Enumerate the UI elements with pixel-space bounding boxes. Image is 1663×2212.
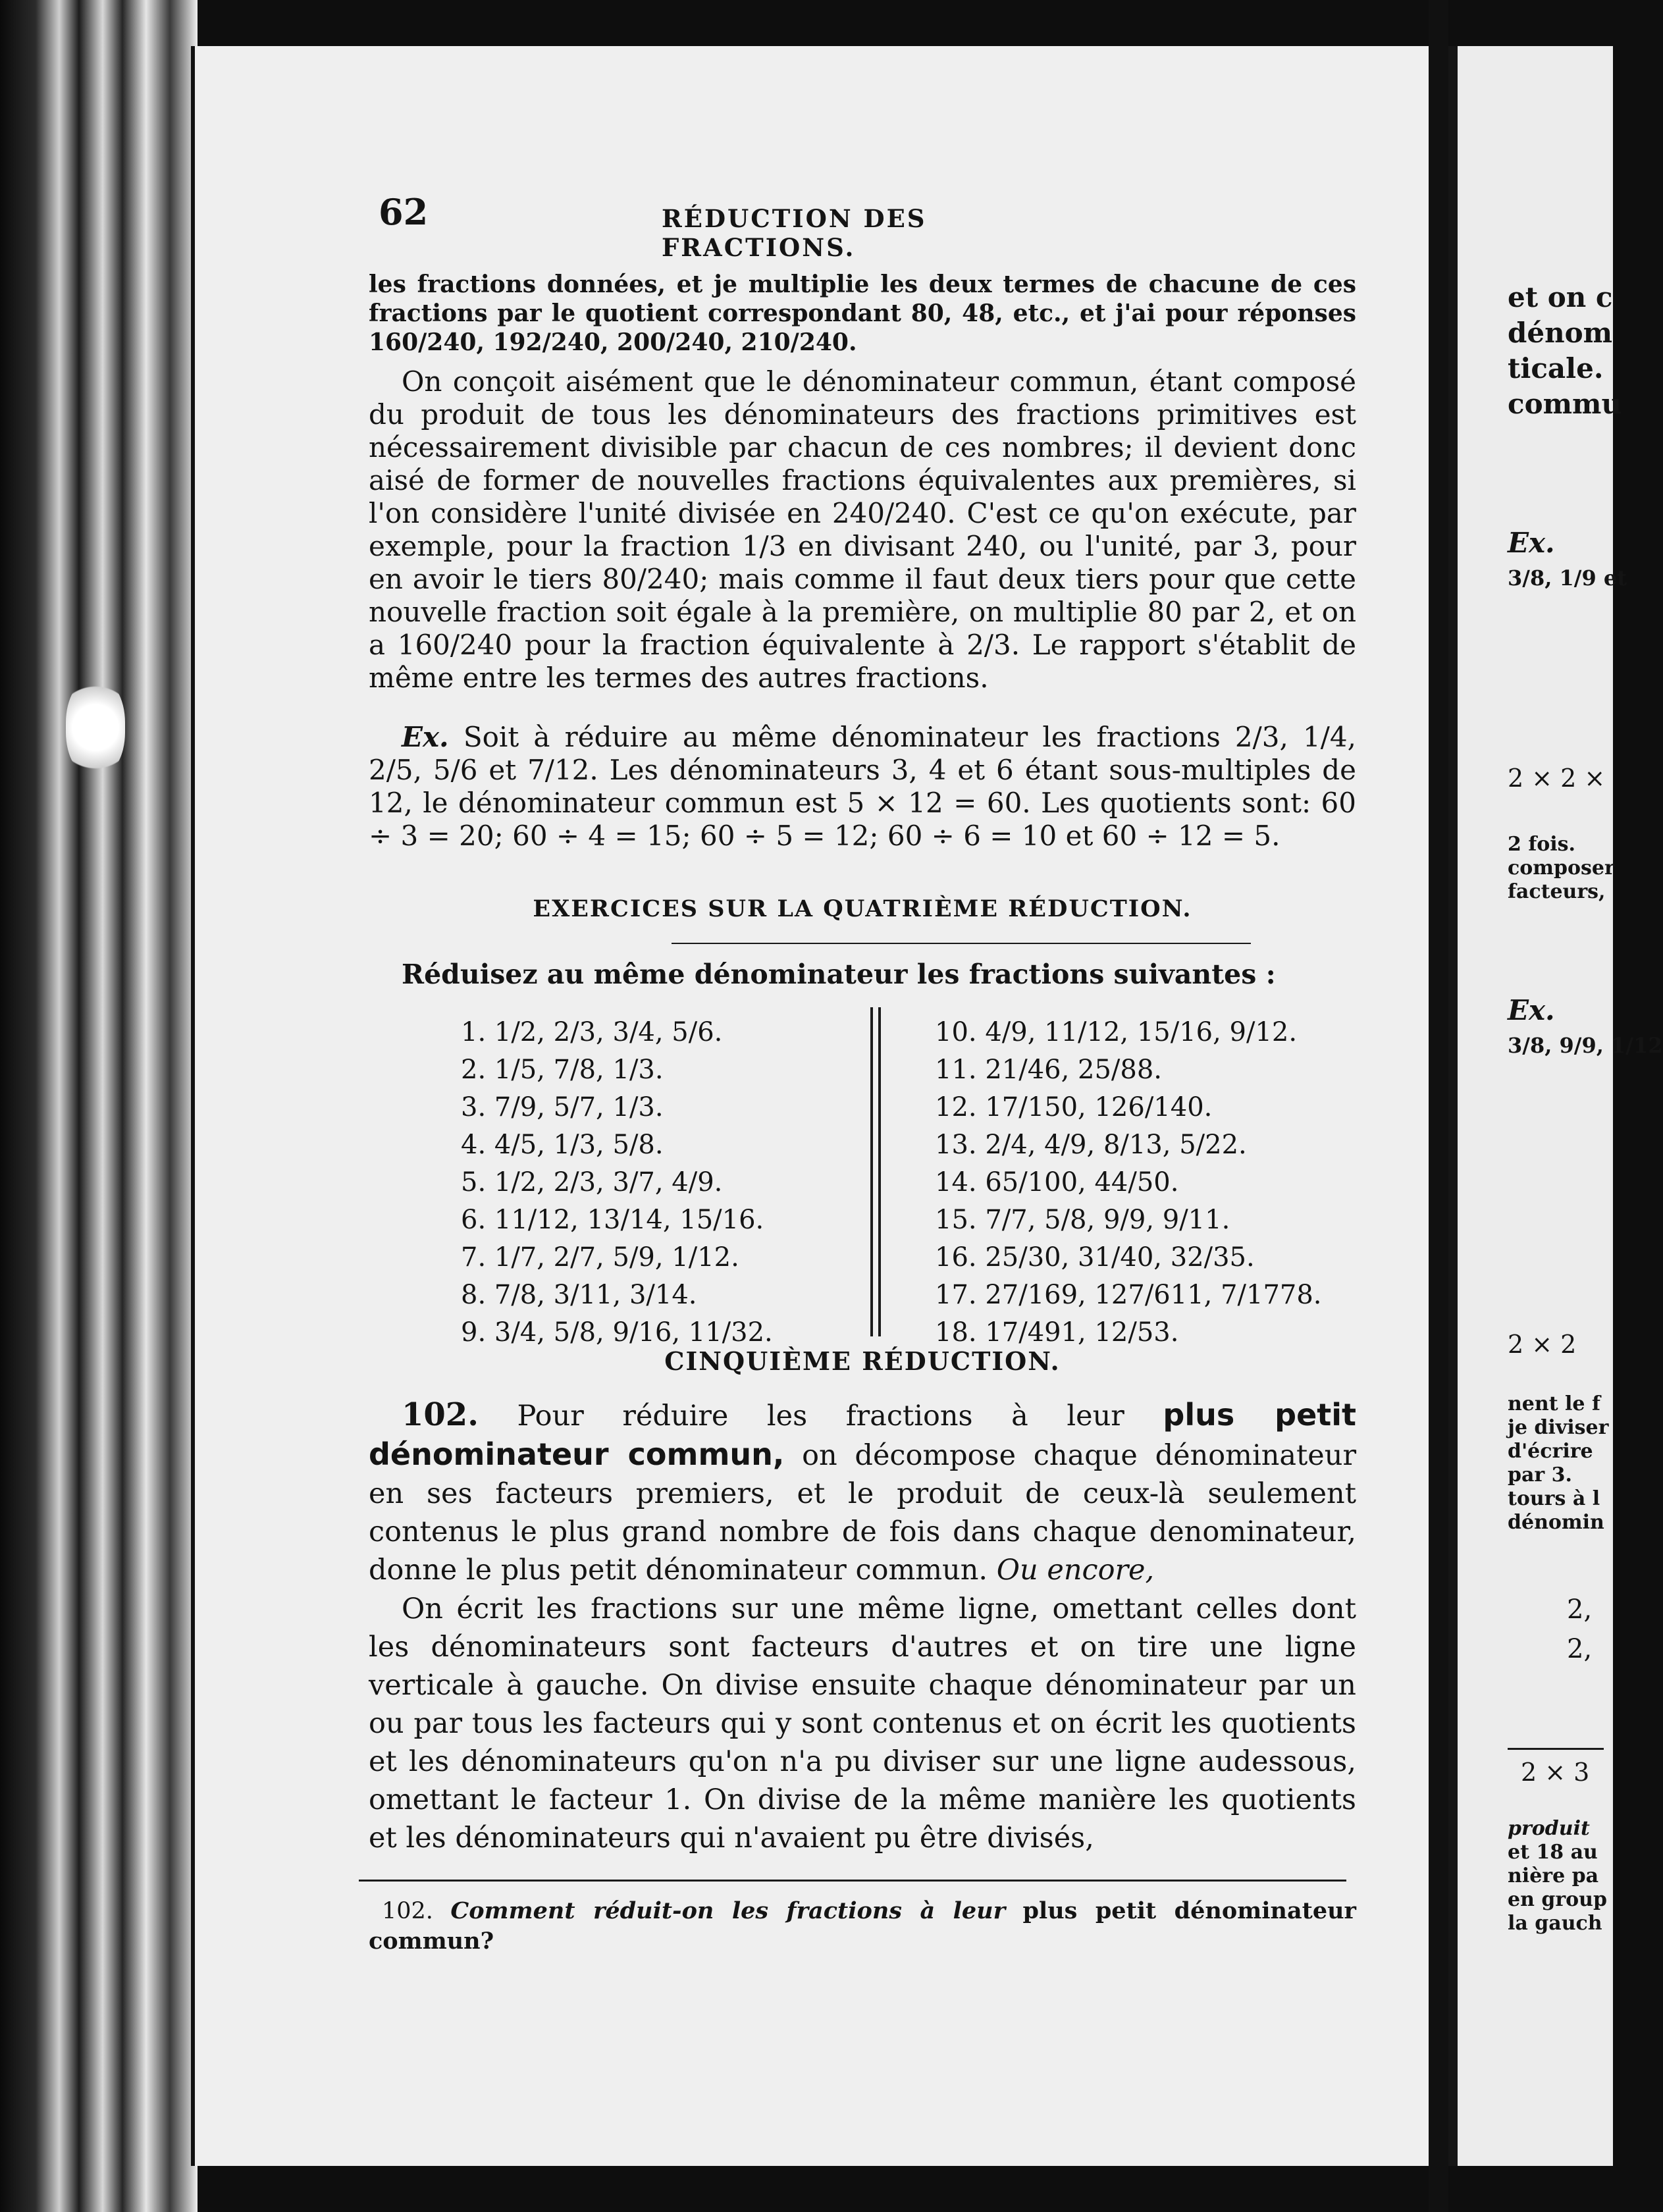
right-line: 2 fois. [1508, 833, 1575, 856]
right-line: dénom [1508, 317, 1613, 349]
footnote [369, 1896, 1356, 1957]
right-line: nière pa [1508, 1864, 1599, 1887]
exercise-item: 9. 3/4, 5/8, 9/16, 11/32. [461, 1317, 773, 1348]
right-example-1 [1508, 527, 1627, 594]
right-calc-rule [1508, 1748, 1604, 1750]
right-line: et on c [1508, 281, 1613, 313]
example-label: Ex. [402, 721, 449, 753]
exercise-item: 1. 1/2, 2/3, 3/4, 5/6. [461, 1017, 723, 1047]
exercise-item: 17. 27/169, 127/611, 7/1778. [935, 1280, 1322, 1310]
right-calc-result: 2 × 3 [1521, 1758, 1590, 1787]
right-mid-small [1508, 833, 1615, 904]
exercise-item: 13. 2/4, 4/9, 8/13, 5/22. [935, 1130, 1247, 1160]
footnote-question: Comment réduit-on les fractions à leur [450, 1897, 1006, 1924]
right-ex-line: 3/8, 9/9, 1/12 [1508, 1033, 1663, 1058]
right-mid-line: 2 × 2 × [1508, 764, 1606, 793]
exercise-item: 4. 4/5, 1/3, 5/8. [461, 1130, 664, 1160]
right-line: dénomin [1508, 1511, 1604, 1534]
paper-blot [66, 678, 125, 777]
section-heading: CINQUIÈME RÉDUCTION. [664, 1346, 1061, 1376]
key-term: plus petit dénominateur commun, [369, 1397, 1357, 1472]
exercise-item: 18. 17/491, 12/53. [935, 1317, 1179, 1348]
example-paragraph [369, 721, 1356, 853]
right-line: la gauch [1508, 1912, 1602, 1935]
right-ex-label: Ex. [1508, 994, 1555, 1026]
exercise-item: 15. 7/7, 5/8, 9/9, 9/11. [935, 1205, 1230, 1235]
right-line: 2, [1567, 1634, 1593, 1664]
right-line: tours à l [1508, 1487, 1600, 1510]
right-line: par 3. [1508, 1463, 1572, 1487]
right-lower-small [1508, 1392, 1609, 1535]
paragraph-102-start: Pour réduire les fractions à leur [517, 1400, 1124, 1433]
page-number: 62 [379, 191, 429, 233]
running-title: RÉDUCTION DES FRACTIONS. [662, 204, 927, 262]
right-page-top [1508, 280, 1622, 422]
page-header [379, 191, 1103, 262]
example-text: Soit à réduire au même dénominateur les fractions 2/3, 1/4, 2/5, 5/6 et 7/12. Les dénominateurs 3, 4 et 6 étant sous-multiples de 12, le dénominateur commun est 5 × 12 = 60. Les quotients sont: 60 ÷ 3 = 20; 60 ÷ 4 = 15; 60 ÷ 5 = 12; 60 ÷ 6 = 10 et 60 ÷ 12 = 5. [369, 721, 1356, 852]
right-line: commu [1508, 388, 1622, 420]
right-line: facteurs, [1508, 880, 1606, 903]
right-mid-line-2: 2 × 2 [1508, 1330, 1577, 1359]
exercise-column-divider [870, 1007, 881, 1336]
paragraph-102-rest: on décompose chaque dénominateur en ses facteurs premiers, et le produit de ceux-là seulement contenus le plus grand nombre de fois dans chaque denominateur, donne le plus petit dénominateur commun. [369, 1439, 1356, 1587]
footnote-number: 102. [382, 1898, 433, 1924]
footnote-rule [359, 1880, 1346, 1882]
paragraph-102-end: Ou encore, [996, 1554, 1155, 1587]
paragraph-102 [369, 1396, 1356, 1589]
right-ex-label: Ex. [1508, 527, 1555, 559]
exercise-item: 10. 4/9, 11/12, 15/16, 9/12. [935, 1017, 1298, 1047]
exercise-item: 2. 1/5, 7/8, 1/3. [461, 1055, 664, 1085]
exercise-item: 6. 11/12, 13/14, 15/16. [461, 1205, 764, 1235]
right-line: je diviser [1508, 1416, 1609, 1439]
right-line: ticale. [1508, 352, 1604, 384]
book-spine [0, 0, 198, 2212]
exercise-item: 5. 1/2, 2/3, 3/7, 4/9. [461, 1167, 723, 1198]
exercise-list-left [461, 1014, 773, 1352]
exercise-item: 16. 25/30, 31/40, 32/35. [935, 1242, 1255, 1273]
exercise-item: 8. 7/8, 3/11, 3/14. [461, 1280, 697, 1310]
right-line: produit [1508, 1817, 1590, 1840]
paragraph-number: 102. [402, 1396, 479, 1433]
footnote-term: plus petit dénominateur commun? [369, 1897, 1356, 1955]
right-ex-line: 3/8, 1/9 et [1508, 566, 1627, 591]
right-line: en group [1508, 1888, 1607, 1911]
right-calc [1567, 1590, 1663, 1669]
right-example-2 [1508, 994, 1663, 1062]
right-bottom-small [1508, 1817, 1607, 1936]
exercise-list-right [935, 1014, 1322, 1352]
page-gutter [1429, 0, 1448, 2212]
exercise-item: 3. 7/9, 5/7, 1/3. [461, 1092, 664, 1122]
right-line: et 18 au [1508, 1841, 1598, 1864]
paragraph-method: On écrit les fractions sur une même ligne, omettant celles dont les dénominateurs sont facteurs d'autres et on tire une ligne verticale à gauche. On divise ensuite chaque dénominateur par un ou par tous les facteurs qui y sont contenus et on écrit les quotients et les dénominateurs qu'on n'a pu diviser sur une ligne audessous, omettant le facteur 1. On divise de la même manière les quotients et les dénominateurs qui n'avaient pu être divisés, [369, 1593, 1356, 1855]
exercise-item: 12. 17/150, 126/140. [935, 1092, 1213, 1122]
right-line: composer [1508, 856, 1615, 880]
exercises-heading: EXERCICES SUR LA QUATRIÈME RÉDUCTION. [533, 895, 1192, 922]
right-line: 2, [1567, 1594, 1593, 1625]
intro-text: les fractions données, et je multiplie les deux termes de chacune de ces fractions par le quotient correspondant 80, 48, etc., et j'ai pour réponses 160/240, 192/240, 200/240, 210/240. [369, 271, 1356, 356]
exercise-item: 11. 21/46, 25/88. [935, 1055, 1163, 1085]
paragraph-equivalent-fractions: On conçoit aisément que le dénominateur commun, étant composé du produit de tous les dénominateurs des fractions primitives est nécessairement divisible par chacun de ces nombres; il devient donc aisé de former de nouvelles fractions équivalentes aux premières, si l'on considère l'unité divisée en 240/240. C'est ce qu'on exécute, par exemple, pour la fraction 1/3 en divisant 240, ou l'unité, par 3, pour en avoir le tiers 80/240; mais comme il faut deux tiers pour que cette nouvelle fraction soit égale à la première, on multiplie 80 par 2, et on a 160/240 pour la fraction équivalente à 2/3. Le rapport s'établit de même entre les termes des autres fractions. [369, 365, 1356, 694]
exercises-instruction: Réduisez au même dénominateur les fractions suivantes : [402, 959, 1276, 990]
right-line: d'écrire [1508, 1440, 1593, 1463]
exercise-item: 14. 65/100, 44/50. [935, 1167, 1179, 1198]
exercise-item: 7. 1/7, 2/7, 5/9, 1/12. [461, 1242, 739, 1273]
right-line: nent le f [1508, 1392, 1600, 1415]
heading-underline [672, 943, 1251, 944]
